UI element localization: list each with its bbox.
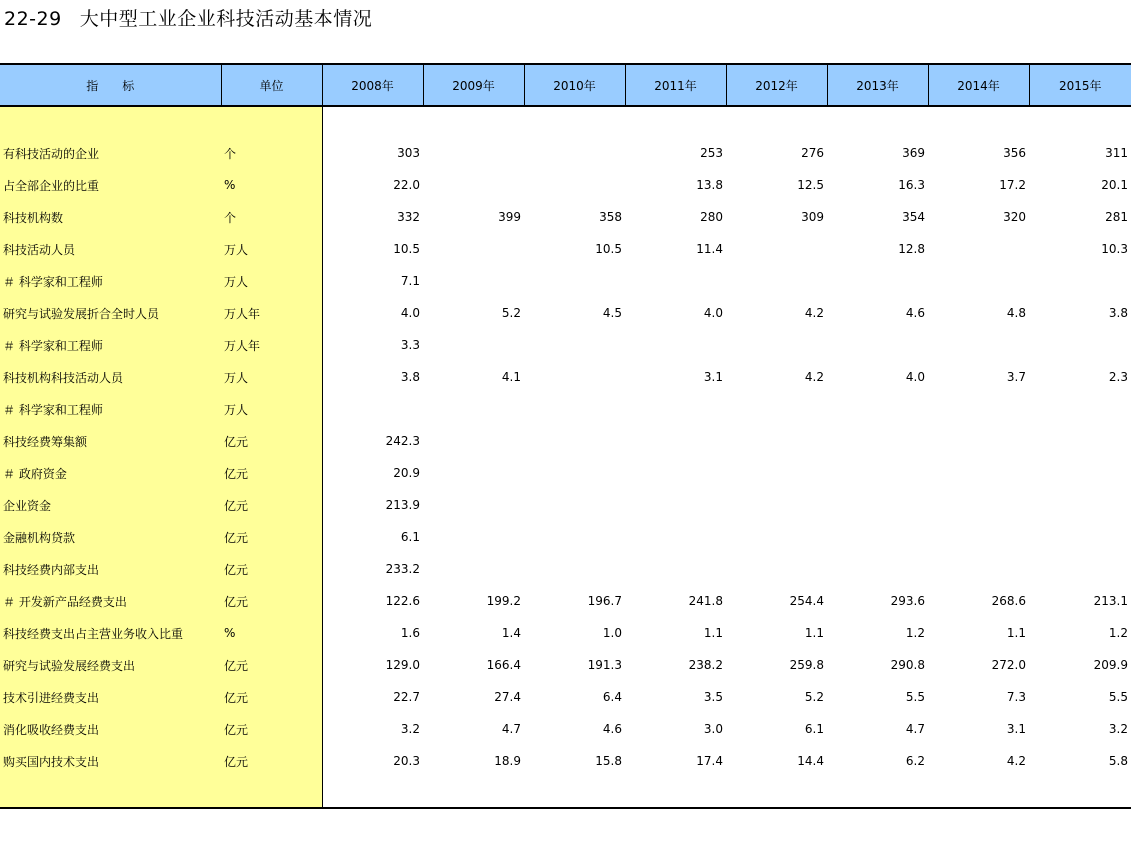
- spacer-row: [0, 106, 1131, 137]
- cell-value: [726, 489, 827, 521]
- cell-value: 4.6: [602, 722, 622, 736]
- cell-value: 4.7: [905, 722, 925, 736]
- cell-value: 276: [801, 146, 824, 160]
- cell-value: [928, 329, 1029, 361]
- row-label: 研究与试验发展经费支出: [0, 649, 221, 681]
- row-unit: 亿元: [221, 489, 322, 521]
- cell-value: 6.2: [905, 754, 925, 768]
- cell-value: 268.6: [991, 594, 1026, 608]
- row-unit: 亿元: [221, 649, 322, 681]
- cell-value: [827, 393, 928, 425]
- cell-value: 10.3: [1101, 242, 1128, 256]
- cell-value: 3.1: [1006, 722, 1026, 736]
- cell-value: [322, 393, 423, 425]
- cell-value: 5.5: [905, 690, 925, 704]
- cell-value: 309: [801, 210, 824, 224]
- cell-value: 238.2: [688, 658, 723, 672]
- cell-value: [827, 489, 928, 521]
- cell-value: [524, 169, 625, 201]
- cell-value: 3.7: [1006, 370, 1026, 384]
- cell-value: 5.8: [1108, 754, 1128, 768]
- header-year: 2011年: [625, 64, 726, 106]
- cell-value: 11.4: [696, 242, 723, 256]
- row-label: 研究与试验发展折合全时人员: [0, 297, 221, 329]
- cell-value: 1.0: [602, 626, 622, 640]
- table-row: [0, 585, 1131, 617]
- cell-value: 20.3: [393, 754, 420, 768]
- row-unit: 亿元: [221, 425, 322, 457]
- cell-value: 253: [700, 146, 723, 160]
- header-year: 2013年: [827, 64, 928, 106]
- cell-value: 3.8: [1108, 306, 1128, 320]
- cell-value: [827, 329, 928, 361]
- cell-value: 12.5: [797, 178, 824, 192]
- cell-value: [827, 521, 928, 553]
- row-label: 有科技活动的企业: [0, 137, 221, 169]
- cell-value: [524, 137, 625, 169]
- table-row: [0, 361, 1131, 393]
- row-unit: %: [221, 617, 322, 649]
- row-unit: 万人: [221, 393, 322, 425]
- cell-value: [1029, 521, 1131, 553]
- table-row: [0, 233, 1131, 265]
- cell-value: 6.4: [602, 690, 622, 704]
- end-row: [0, 777, 1131, 808]
- cell-value: [726, 425, 827, 457]
- cell-value: 20.1: [1101, 178, 1128, 192]
- cell-value: 1.2: [905, 626, 925, 640]
- row-label: 科技机构科技活动人员: [0, 361, 221, 393]
- cell-value: 280: [700, 210, 723, 224]
- cell-value: 281: [1105, 210, 1128, 224]
- cell-value: 12.8: [898, 242, 925, 256]
- cell-value: [726, 521, 827, 553]
- data-table: [0, 63, 1131, 809]
- cell-value: 311: [1105, 146, 1128, 160]
- cell-value: 254.4: [789, 594, 824, 608]
- table-row: [0, 521, 1131, 553]
- cell-value: 233.2: [385, 562, 420, 576]
- cell-value: 3.2: [1108, 722, 1128, 736]
- cell-value: 3.1: [703, 370, 723, 384]
- cell-value: 5.2: [501, 306, 521, 320]
- cell-value: 241.8: [688, 594, 723, 608]
- cell-value: 4.0: [905, 370, 925, 384]
- cell-value: [827, 553, 928, 585]
- cell-value: 4.2: [1006, 754, 1026, 768]
- header-year: 2014年: [928, 64, 1029, 106]
- cell-value: 1.2: [1108, 626, 1128, 640]
- row-unit: 万人: [221, 361, 322, 393]
- table-row: [0, 137, 1131, 169]
- row-unit: 亿元: [221, 713, 322, 745]
- cell-value: 27.4: [494, 690, 521, 704]
- row-label: 科技活动人员: [0, 233, 221, 265]
- cell-value: 354: [902, 210, 925, 224]
- cell-value: [524, 329, 625, 361]
- cell-value: [524, 489, 625, 521]
- cell-value: [625, 489, 726, 521]
- cell-value: 290.8: [890, 658, 925, 672]
- cell-value: 10.5: [595, 242, 622, 256]
- cell-value: [928, 489, 1029, 521]
- cell-value: 196.7: [587, 594, 622, 608]
- table-row: [0, 297, 1131, 329]
- row-label: 科技机构数: [0, 201, 221, 233]
- header-year: 2008年: [322, 64, 423, 106]
- cell-value: 6.1: [804, 722, 824, 736]
- cell-value: 4.1: [501, 370, 521, 384]
- cell-value: [625, 393, 726, 425]
- cell-value: [1029, 553, 1131, 585]
- cell-value: [423, 489, 524, 521]
- cell-value: 13.8: [696, 178, 723, 192]
- cell-value: [726, 393, 827, 425]
- cell-value: 293.6: [890, 594, 925, 608]
- cell-value: 3.8: [400, 370, 420, 384]
- page-title: [4, 4, 372, 31]
- row-unit: 亿元: [221, 553, 322, 585]
- cell-value: 15.8: [595, 754, 622, 768]
- table-row: [0, 201, 1131, 233]
- cell-value: [524, 521, 625, 553]
- row-label: 占全部企业的比重: [0, 169, 221, 201]
- row-label: ＃ 科学家和工程师: [0, 265, 221, 297]
- row-label: ＃ 科学家和工程师: [0, 393, 221, 425]
- row-label: 科技经费支出占主营业务收入比重: [0, 617, 221, 649]
- cell-value: 1.4: [501, 626, 521, 640]
- cell-value: [1029, 393, 1131, 425]
- table-number: 22-29: [4, 8, 62, 30]
- cell-value: 22.7: [393, 690, 420, 704]
- header-year: 2010年: [524, 64, 625, 106]
- cell-value: 303: [397, 146, 420, 160]
- cell-value: [726, 265, 827, 297]
- cell-value: 7.3: [1006, 690, 1026, 704]
- cell-value: [625, 265, 726, 297]
- cell-value: 4.2: [804, 306, 824, 320]
- cell-value: 16.3: [898, 178, 925, 192]
- row-unit: 亿元: [221, 745, 322, 777]
- cell-value: [1029, 329, 1131, 361]
- cell-value: 10.5: [393, 242, 420, 256]
- row-unit: 万人: [221, 233, 322, 265]
- cell-value: [524, 265, 625, 297]
- row-label: 科技经费内部支出: [0, 553, 221, 585]
- table-title: 大中型工业企业科技活动基本情况: [79, 8, 373, 30]
- cell-value: [726, 233, 827, 265]
- table-row: [0, 457, 1131, 489]
- row-label: 消化吸收经费支出: [0, 713, 221, 745]
- cell-value: [423, 233, 524, 265]
- cell-value: [423, 457, 524, 489]
- cell-value: [423, 425, 524, 457]
- table-row: [0, 649, 1131, 681]
- cell-value: 122.6: [385, 594, 420, 608]
- cell-value: [423, 137, 524, 169]
- table-row: [0, 553, 1131, 585]
- cell-value: 213.1: [1093, 594, 1128, 608]
- cell-value: [625, 457, 726, 489]
- cell-value: [423, 329, 524, 361]
- cell-value: 242.3: [385, 434, 420, 448]
- row-unit: 亿元: [221, 521, 322, 553]
- cell-value: [928, 425, 1029, 457]
- row-label: 购买国内技术支出: [0, 745, 221, 777]
- table-row: [0, 265, 1131, 297]
- row-label: ＃ 开发新产品经费支出: [0, 585, 221, 617]
- cell-value: [928, 393, 1029, 425]
- cell-value: [1029, 425, 1131, 457]
- cell-value: 3.3: [400, 338, 420, 352]
- cell-value: 22.0: [393, 178, 420, 192]
- cell-value: 17.2: [999, 178, 1026, 192]
- header-year: 2009年: [423, 64, 524, 106]
- row-unit: 个: [221, 137, 322, 169]
- cell-value: 18.9: [494, 754, 521, 768]
- cell-value: 129.0: [385, 658, 420, 672]
- cell-value: [928, 265, 1029, 297]
- row-unit: 万人年: [221, 329, 322, 361]
- cell-value: [928, 457, 1029, 489]
- cell-value: 332: [397, 210, 420, 224]
- cell-value: [928, 553, 1029, 585]
- header-indicator: 指 标: [0, 64, 221, 106]
- cell-value: 4.6: [905, 306, 925, 320]
- cell-value: [928, 521, 1029, 553]
- cell-value: 369: [902, 146, 925, 160]
- cell-value: 5.5: [1108, 690, 1128, 704]
- cell-value: 6.1: [400, 530, 420, 544]
- cell-value: [1029, 489, 1131, 521]
- cell-value: 20.9: [393, 466, 420, 480]
- cell-value: [827, 425, 928, 457]
- cell-value: 272.0: [991, 658, 1026, 672]
- cell-value: [524, 361, 625, 393]
- table-row: [0, 425, 1131, 457]
- cell-value: [625, 329, 726, 361]
- cell-value: [827, 457, 928, 489]
- row-label: 金融机构贷款: [0, 521, 221, 553]
- table-body: [0, 106, 1131, 808]
- cell-value: [423, 169, 524, 201]
- cell-value: 3.0: [703, 722, 723, 736]
- table-row: [0, 681, 1131, 713]
- table-row: [0, 169, 1131, 201]
- table-row: [0, 713, 1131, 745]
- table-row: [0, 393, 1131, 425]
- cell-value: 213.9: [385, 498, 420, 512]
- cell-value: [726, 329, 827, 361]
- cell-value: [726, 457, 827, 489]
- cell-value: [625, 553, 726, 585]
- cell-value: 4.0: [703, 306, 723, 320]
- cell-value: [524, 553, 625, 585]
- cell-value: [625, 425, 726, 457]
- table-row: [0, 329, 1131, 361]
- cell-value: 17.4: [696, 754, 723, 768]
- cell-value: [423, 265, 524, 297]
- cell-value: 4.0: [400, 306, 420, 320]
- row-unit: 亿元: [221, 585, 322, 617]
- cell-value: [928, 233, 1029, 265]
- cell-value: 191.3: [587, 658, 622, 672]
- header-unit: 单位: [221, 64, 322, 106]
- cell-value: 14.4: [797, 754, 824, 768]
- cell-value: [423, 521, 524, 553]
- row-unit: 万人年: [221, 297, 322, 329]
- cell-value: [423, 393, 524, 425]
- header-row: [0, 64, 1131, 106]
- cell-value: 2.3: [1108, 370, 1128, 384]
- cell-value: 358: [599, 210, 622, 224]
- row-label: 科技经费筹集额: [0, 425, 221, 457]
- row-label: ＃ 政府资金: [0, 457, 221, 489]
- row-unit: %: [221, 169, 322, 201]
- row-label: ＃ 科学家和工程师: [0, 329, 221, 361]
- data-table-frame: [0, 63, 1131, 809]
- cell-value: 356: [1003, 146, 1026, 160]
- row-label: 企业资金: [0, 489, 221, 521]
- cell-value: 7.1: [400, 274, 420, 288]
- table-row: [0, 745, 1131, 777]
- cell-value: 1.1: [703, 626, 723, 640]
- cell-value: 1.6: [400, 626, 420, 640]
- cell-value: [827, 265, 928, 297]
- cell-value: [524, 457, 625, 489]
- cell-value: 259.8: [789, 658, 824, 672]
- row-unit: 个: [221, 201, 322, 233]
- cell-value: 5.2: [804, 690, 824, 704]
- table-row: [0, 617, 1131, 649]
- cell-value: 1.1: [1006, 626, 1026, 640]
- cell-value: 399: [498, 210, 521, 224]
- cell-value: 1.1: [804, 626, 824, 640]
- cell-value: 320: [1003, 210, 1026, 224]
- cell-value: 199.2: [486, 594, 521, 608]
- cell-value: 3.5: [703, 690, 723, 704]
- cell-value: [1029, 457, 1131, 489]
- cell-value: 166.4: [486, 658, 521, 672]
- row-unit: 亿元: [221, 681, 322, 713]
- cell-value: 209.9: [1093, 658, 1128, 672]
- cell-value: 4.2: [804, 370, 824, 384]
- header-year: 2015年: [1029, 64, 1131, 106]
- row-label: 技术引进经费支出: [0, 681, 221, 713]
- cell-value: [625, 521, 726, 553]
- cell-value: [726, 553, 827, 585]
- cell-value: [524, 393, 625, 425]
- header-year: 2012年: [726, 64, 827, 106]
- cell-value: 3.2: [400, 722, 420, 736]
- cell-value: [524, 425, 625, 457]
- row-unit: 万人: [221, 265, 322, 297]
- cell-value: [1029, 265, 1131, 297]
- cell-value: 4.5: [602, 306, 622, 320]
- cell-value: 4.7: [501, 722, 521, 736]
- cell-value: [423, 553, 524, 585]
- table-row: [0, 489, 1131, 521]
- cell-value: 4.8: [1006, 306, 1026, 320]
- row-unit: 亿元: [221, 457, 322, 489]
